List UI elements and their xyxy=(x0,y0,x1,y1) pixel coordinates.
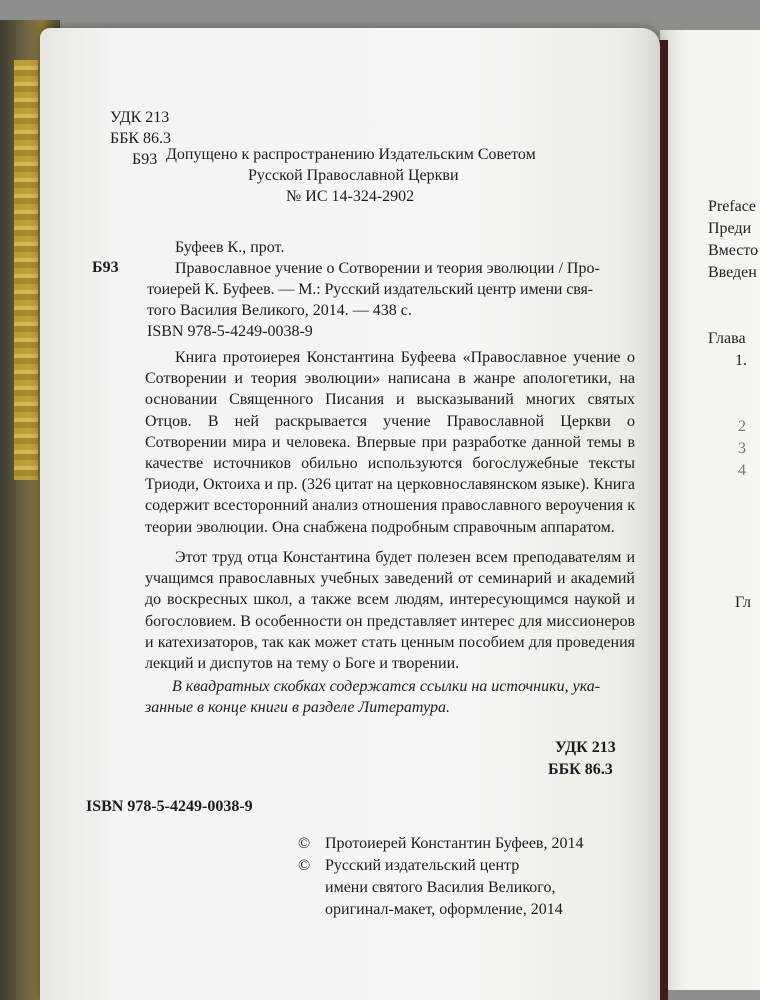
facing-page-line: Вместо xyxy=(708,242,759,259)
gilt-page-edges xyxy=(14,60,38,480)
catalog-isbn: ISBN 978-5-4249-0038-9 xyxy=(147,323,313,340)
copyright-line: имени святого Василия Великого, xyxy=(325,879,556,896)
copyright-symbol: © xyxy=(298,835,311,852)
footer-isbn: ISBN 978-5-4249-0038-9 xyxy=(86,798,253,815)
catalog-line: Православное учение о Сотворении и теория эволюции / Про- xyxy=(175,260,600,277)
udk-code: УДК 213 xyxy=(110,109,170,126)
facing-page xyxy=(660,30,760,990)
author-mark: Б93 xyxy=(132,151,158,168)
copyright-symbol: © xyxy=(298,857,311,874)
catalog-line: тоиерей К. Буфеев. — М.: Русский издательский центр имени свя- xyxy=(147,281,594,298)
facing-page-line: Введен xyxy=(708,264,757,281)
copyright-line: Русский издательский центр xyxy=(325,857,520,874)
approval-line: Допущено к распространению Издательским Советом xyxy=(166,146,536,163)
copyright-line: оригинал-макет, оформление, 2014 xyxy=(325,901,563,918)
facing-page-line: 1. xyxy=(735,352,747,369)
bbk-code: ББК 86.3 xyxy=(110,130,172,147)
facing-page-line: Гл xyxy=(735,594,752,611)
copyright-line: Протоиерей Константин Буфеев, 2014 xyxy=(325,835,584,852)
approval-line: Русской Православной Церкви xyxy=(248,167,459,184)
facing-page-line: 4 xyxy=(738,462,746,479)
facing-page-line: 3 xyxy=(738,440,746,457)
catalog-author: Буфеев К., прот. xyxy=(175,239,285,256)
footer-bbk: ББК 86.3 xyxy=(548,761,613,778)
approval-number: № ИС 14-324-2902 xyxy=(286,188,415,205)
catalog-mark: Б93 xyxy=(92,259,119,276)
footer-udk: УДК 213 xyxy=(555,739,616,756)
catalog-line: того Василия Великого, 2014. — 438 с. xyxy=(147,302,412,319)
abstract-paragraph: Книга протоиерея Константина Буфеева «Православное учение о Сотворении и теория эволюции» написана в жанре апологетики, на основании Священного Писания и высказываний многих святых Отцов. В ней раскрывается учение Православной Церкви о Сотворении мира и человека. Впервые при разработке данной темы в качестве источников обильно используются богослужебные тексты Триоди, Октоиха и пр. (326 цитат на церковнославянском языке). Книга содержит всесторонний анализ отношения православного вероучения к теории эволюции. Она снабжена подробным справочным аппаратом. xyxy=(145,349,635,536)
facing-page-line: Глава xyxy=(708,330,746,347)
abstract-paragraph: Этот труд отца Константина будет полезен всем преподавателям и учащимся православных учебных заведений от семинарий и академий до воскресных школ, а также всем людям, интересующимся наукой и богословием. В особенности он представляет интерес для миссионеров и катехизаторов, так как может стать ценным пособием для проведения лекций и диспутов на тему о Боге и творении. xyxy=(145,549,635,673)
facing-page-line: Preface xyxy=(708,198,756,215)
note-line: В квадратных скобках содержатся ссылки на источники, ука- xyxy=(172,678,601,695)
facing-page-line: 2 xyxy=(738,418,746,435)
facing-page-line: Преди xyxy=(708,220,752,237)
note-line: занные в конце книги в разделе Литература. xyxy=(145,699,450,716)
